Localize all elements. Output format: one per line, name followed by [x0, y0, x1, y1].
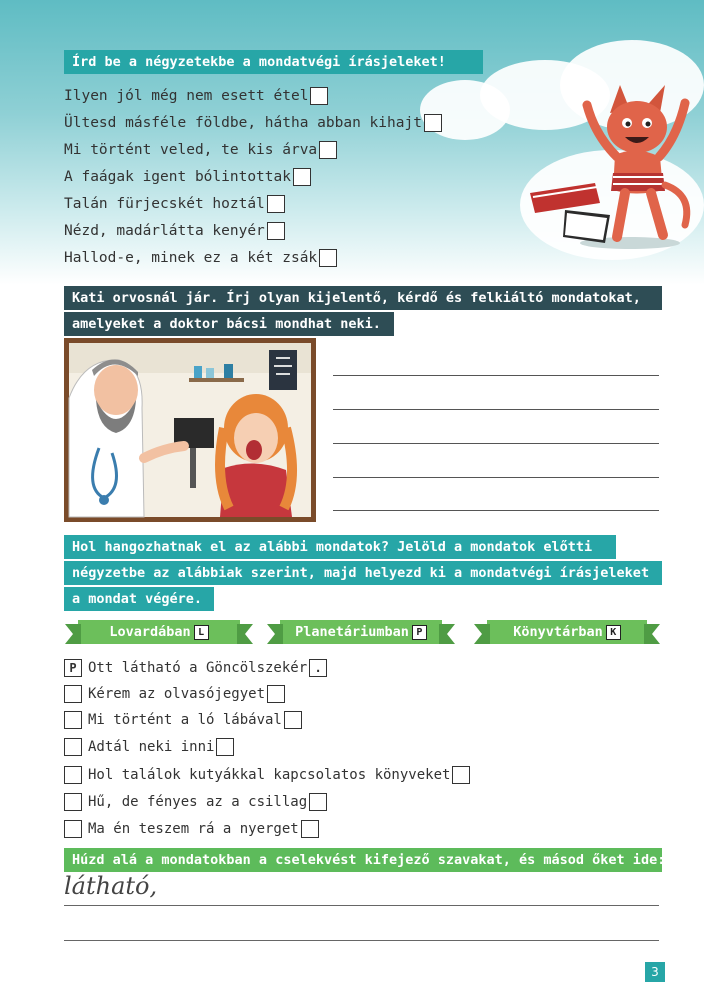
list-item [64, 657, 327, 679]
list-item [64, 709, 302, 731]
location-box[interactable] [64, 766, 82, 784]
punctuation-box[interactable] [216, 738, 234, 756]
sentence-text: Ma én teszem rá a nyerget [88, 821, 299, 837]
answer-line[interactable] [64, 940, 659, 941]
location-box[interactable]: P [64, 659, 82, 677]
location-ribbon-lovarda [78, 620, 240, 644]
location-box[interactable] [64, 711, 82, 729]
punctuation-box[interactable] [267, 685, 285, 703]
sentence-text: Ilyen jól még nem esett étel [64, 88, 309, 104]
task4-instruction: Húzd alá a mondatokban a cselekvést kifejező szavakat, és másod őket ide: [64, 848, 662, 872]
list-item [64, 683, 285, 705]
sentence-text: Adtál neki inni [88, 739, 215, 755]
list-item [64, 247, 337, 269]
location-box[interactable] [64, 793, 82, 811]
answer-line[interactable] [333, 443, 659, 444]
sentence-text: Mi történt veled, te kis árva [64, 142, 318, 158]
punctuation-box[interactable] [293, 168, 311, 186]
sentence-text: Nézd, madárlátta kenyér [64, 223, 265, 239]
punctuation-box[interactable] [452, 766, 470, 784]
ribbon-letter-box: L [194, 625, 209, 640]
task3-instruction-line2: négyzetbe az alábbiak szerint, majd helyezd ki a mondatvégi írásjeleket [64, 561, 662, 585]
punctuation-box[interactable] [267, 195, 285, 213]
list-item [64, 764, 470, 786]
punctuation-box[interactable] [309, 793, 327, 811]
list-item [64, 112, 442, 134]
punctuation-box[interactable] [284, 711, 302, 729]
answer-line[interactable] [333, 510, 659, 511]
answer-line[interactable] [333, 409, 659, 410]
punctuation-box[interactable]: . [309, 659, 327, 677]
task2-instruction-line2: amelyeket a doktor bácsi mondhat neki. [64, 312, 394, 336]
sentence-text: Hallod-e, minek ez a két zsák [64, 250, 318, 266]
page-number: 3 [645, 962, 665, 982]
ribbon-label: Planetáriumban [295, 624, 409, 640]
list-item [64, 85, 328, 107]
ribbon-letter-box: K [606, 625, 621, 640]
doctor-examining-girl-illustration [64, 338, 316, 522]
sentence-text: Ültesd másféle földbe, hátha abban kihajt [64, 115, 422, 131]
task1-instruction: Írd be a négyzetekbe a mondatvégi írásjeleket! [64, 50, 483, 74]
sentence-text: Ott látható a Göncölszekér [88, 660, 308, 676]
location-ribbon-konyvtar [487, 620, 647, 644]
list-item [64, 818, 319, 840]
sentence-text: Hű, de fényes az a csillag [88, 794, 308, 810]
punctuation-box[interactable] [319, 249, 337, 267]
list-item [64, 193, 285, 215]
cat-mascot-illustration [525, 65, 700, 250]
location-box[interactable] [64, 820, 82, 838]
sentence-text: Talán fürjecskét hoztál [64, 196, 265, 212]
location-box[interactable] [64, 685, 82, 703]
location-box[interactable] [64, 738, 82, 756]
punctuation-box[interactable] [301, 820, 319, 838]
list-item [64, 220, 285, 242]
sentence-text: Kérem az olvasójegyet [88, 686, 266, 702]
sentence-text: A faágak igent bólintottak [64, 169, 291, 185]
list-item [64, 736, 234, 758]
sentence-text: Mi történt a ló lábával [88, 712, 282, 728]
list-item [64, 139, 337, 161]
punctuation-box[interactable] [267, 222, 285, 240]
list-item [64, 791, 327, 813]
punctuation-box[interactable] [424, 114, 442, 132]
ribbon-letter-box: P [412, 625, 427, 640]
location-ribbon-planetarium [280, 620, 442, 644]
answer-line[interactable] [64, 905, 659, 906]
task2-instruction-line1: Kati orvosnál jár. Írj olyan kijelentő, kérdő és felkiáltó mondatokat, [64, 286, 662, 310]
answer-line[interactable] [333, 477, 659, 478]
sentence-text: Hol találok kutyákkal kapcsolatos könyveket [88, 767, 451, 783]
handwritten-answer: látható, [64, 872, 158, 900]
ribbon-label: Lovardában [109, 624, 191, 640]
task3-instruction-line3: a mondat végére. [64, 587, 214, 611]
ribbon-label: Könyvtárban [513, 624, 603, 640]
list-item [64, 166, 311, 188]
punctuation-box[interactable] [319, 141, 337, 159]
punctuation-box[interactable] [310, 87, 328, 105]
answer-line[interactable] [333, 375, 659, 376]
task3-instruction-line1: Hol hangozhatnak el az alábbi mondatok? Jelöld a mondatok előtti [64, 535, 616, 559]
